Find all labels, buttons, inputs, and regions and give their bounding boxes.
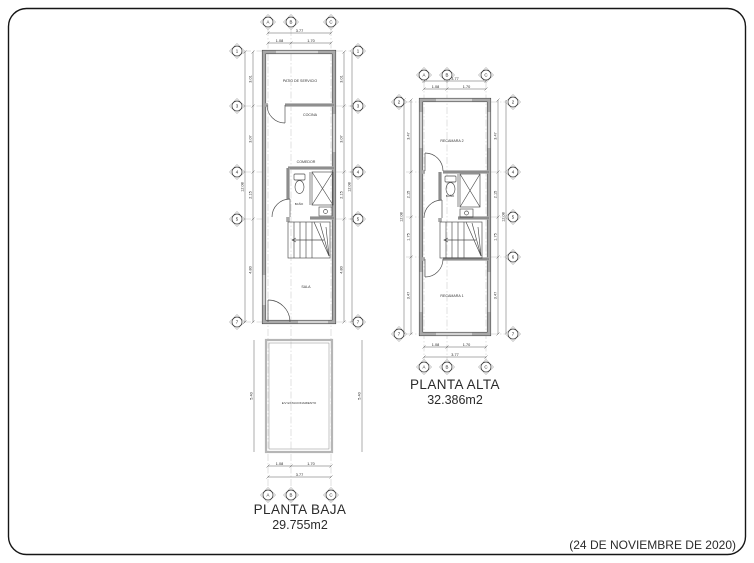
dim-label: 3.77: [295, 472, 304, 477]
sink: [319, 207, 332, 216]
stairs-baja: [288, 222, 330, 258]
svg-text:1: 1: [235, 48, 239, 54]
grid-bubble-7: [506, 327, 521, 342]
svg-text:7: 7: [397, 331, 401, 337]
dim-label: 1.08: [431, 84, 440, 89]
dim-label: 4.80: [339, 266, 344, 274]
grid-bubble-7: [230, 315, 245, 330]
dim-label: 1.75: [493, 233, 498, 241]
dim-label: 3.47: [406, 132, 411, 140]
grid-bubble-4: [351, 165, 366, 180]
dim-label: 1.08: [275, 38, 284, 43]
svg-text:7: 7: [511, 331, 515, 337]
svg-text:A: A: [422, 364, 426, 370]
grid-bubble-5: [506, 210, 521, 225]
svg-text:4: 4: [511, 169, 515, 175]
grid-bubble-B: [284, 15, 299, 30]
dim-label: 12.08: [399, 212, 404, 222]
dim-label: 5.40: [357, 392, 362, 400]
dim-label: 2.15: [406, 190, 411, 199]
interior-walls-alta: [421, 172, 489, 259]
toilet-tank: [445, 176, 456, 182]
dimension-lines-baja: [244, 32, 363, 479]
grid-bubble-A: [261, 488, 276, 503]
grid-bubble-C: [479, 68, 494, 83]
svg-text:4: 4: [235, 169, 239, 175]
svg-text:2: 2: [397, 99, 401, 105]
grid-bubble-C: [324, 488, 339, 503]
dim-label: 3.77: [451, 76, 459, 81]
grid-bubble-3: [230, 99, 245, 114]
dim-label: 5.40: [249, 392, 254, 400]
plan-area-alta: 32.386m2: [427, 393, 483, 407]
plan-title-baja: PLANTA BAJA: [253, 502, 347, 517]
toilet-bowl: [295, 181, 304, 194]
floor-plan-planta-baja: [230, 15, 366, 533]
exterior-walls-baja: [262, 50, 336, 324]
svg-text:5: 5: [356, 216, 360, 222]
dim-label: 1.08: [275, 461, 284, 466]
svg-text:C: C: [329, 19, 333, 25]
date-note: (24 DE NOVIEMBRE DE 2020): [569, 538, 736, 552]
svg-text:A: A: [422, 72, 426, 78]
dim-label: 1.75: [406, 233, 411, 241]
svg-text:5: 5: [235, 216, 239, 222]
svg-text:2: 2: [511, 99, 515, 105]
grid-bubble-1: [230, 44, 245, 59]
room-label-patio: PATIO DE SERVICIO: [282, 79, 318, 83]
room-label-bano-alta: BAÑO: [445, 194, 455, 198]
grid-bubble-A: [417, 68, 432, 83]
room-label-cocina: COCINA: [303, 113, 317, 117]
dim-label: 12.08: [347, 182, 352, 192]
dim-label: 1.70: [307, 38, 315, 43]
grid-bubble-C: [324, 15, 339, 30]
grid-column-lines-baja: [268, 29, 331, 488]
plan-title-alta: PLANTA ALTA: [410, 377, 500, 392]
grid-bubble-4: [230, 165, 245, 180]
grid-bubble-B: [284, 488, 299, 503]
dim-label: 2.15: [248, 191, 253, 199]
svg-text:C: C: [484, 364, 488, 370]
svg-text:3: 3: [356, 103, 360, 109]
dim-label: 4.80: [248, 266, 253, 274]
room-label-estacionamiento: E/V ESTACIONAMIENTO: [281, 401, 317, 405]
grid-bubble-3: [351, 99, 366, 114]
svg-text:7: 7: [356, 319, 360, 325]
svg-text:6: 6: [511, 254, 515, 260]
dim-label: 2.15: [493, 190, 498, 199]
door-recamara-1: [425, 259, 443, 277]
room-label-comedor: COMEDOR: [296, 160, 316, 164]
room-label-recamara-2: RECAMARA 2: [440, 139, 464, 143]
svg-text:C: C: [484, 72, 488, 78]
dim-label: 2.15: [339, 191, 344, 199]
svg-text:3: 3: [235, 103, 239, 109]
dim-label: 3.47: [493, 291, 498, 300]
plan-area-baja: 29.755m2: [272, 518, 328, 532]
door-bano-baja: [272, 199, 290, 217]
grid-bubble-7: [351, 315, 366, 330]
svg-text:1: 1: [356, 48, 360, 54]
sheet-border: [9, 9, 746, 555]
grid-bubble-1: [351, 44, 366, 59]
stairs-alta: [440, 222, 482, 258]
grid-bubble-5: [230, 212, 245, 227]
grid-bubble-4: [506, 165, 521, 180]
grid-column-lines-alta: [424, 82, 486, 360]
dim-label: 12.08: [501, 212, 506, 222]
dim-label: 3.47: [406, 291, 411, 300]
dim-label: 3.77: [295, 28, 304, 33]
svg-text:B: B: [445, 364, 449, 370]
svg-text:B: B: [289, 19, 293, 25]
dim-label: 1.70: [462, 342, 471, 347]
grid-bubble-A: [261, 15, 276, 30]
dim-label: 3.07: [248, 135, 253, 143]
svg-text:7: 7: [235, 319, 239, 325]
dim-label: 3.47: [493, 132, 498, 140]
grid-bubble-2: [506, 95, 521, 110]
dim-label: 1.70: [462, 84, 471, 89]
bathroom-fixtures-baja: [294, 172, 333, 216]
dim-label: 12.08: [240, 182, 245, 192]
floor-plan-planta-alta: [392, 68, 521, 408]
dim-label: 3.01: [339, 75, 344, 83]
svg-text:5: 5: [511, 214, 515, 220]
dim-label: 1.70: [307, 461, 315, 466]
room-label-recamara-1: RECAMARA 1: [440, 294, 464, 298]
door-cocina: [267, 105, 285, 123]
parking-area-baja: [266, 340, 332, 452]
dim-label: 1.08: [431, 342, 440, 347]
grid-bubble-A: [417, 360, 432, 375]
dim-label: 3.01: [248, 75, 253, 83]
door-entrada: [268, 300, 290, 322]
svg-text:B: B: [289, 492, 293, 498]
grid-bubble-C: [479, 360, 494, 375]
svg-text:A: A: [266, 19, 270, 25]
grid-bubble-6: [506, 250, 521, 265]
grid-bubble-5: [351, 212, 366, 227]
svg-text:B: B: [445, 72, 449, 78]
door-bano-alta: [424, 200, 442, 218]
room-label-sala: SALA: [301, 285, 311, 289]
dim-label: 3.77: [451, 352, 459, 357]
sink: [460, 209, 473, 217]
svg-text:A: A: [266, 492, 270, 498]
door-recamara-2: [425, 153, 443, 171]
dim-label: 3.07: [339, 135, 344, 143]
svg-text:C: C: [329, 492, 333, 498]
svg-text:4: 4: [356, 169, 360, 175]
toilet-tank: [294, 174, 305, 180]
room-label-bano-baja: BAÑO: [294, 202, 304, 206]
grid-bubble-B: [440, 360, 455, 375]
